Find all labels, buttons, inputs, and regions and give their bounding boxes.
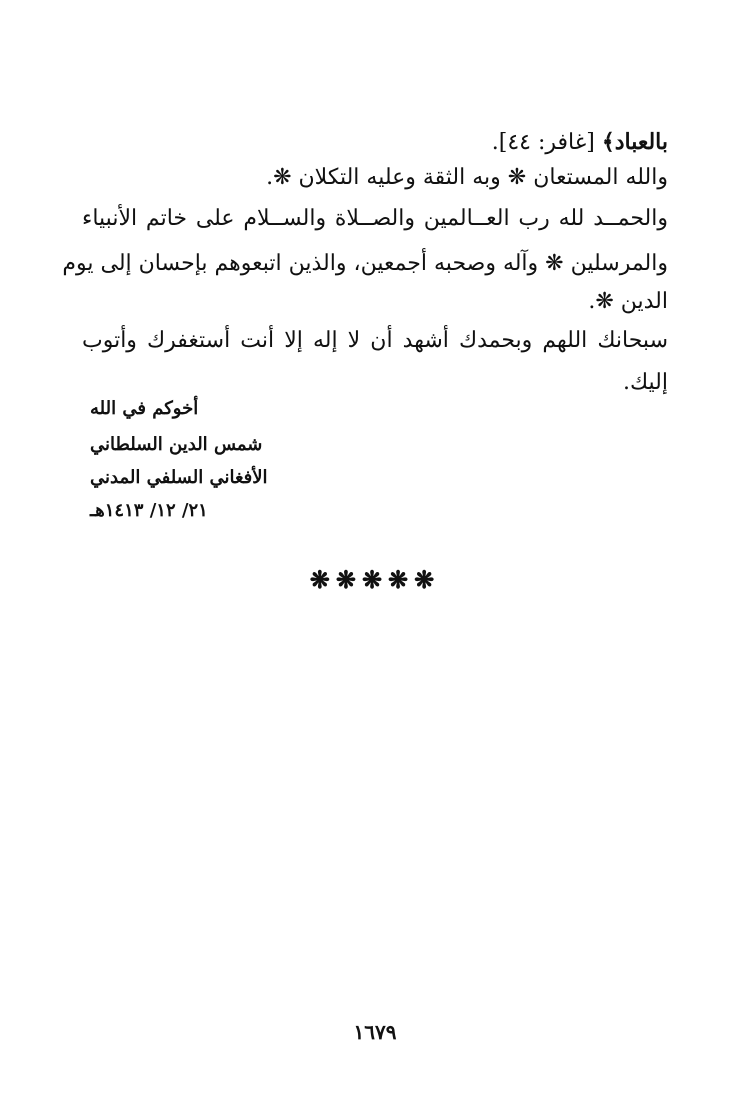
signature-line-3: الأفغاني السلفي المدني: [90, 467, 268, 488]
signature-line-1: أخوكم في الله: [90, 398, 199, 419]
page-number: ١٦٧٩: [353, 1020, 397, 1044]
quran-verse-end: بالعباد﴾: [601, 129, 668, 155]
signature-date: ٢١/ ١٢/ ١٤١٣هـ: [90, 500, 208, 521]
text-line-2: والله المستعان ❋ وبه الثقة وعليه التكلان ❋.: [266, 165, 668, 190]
text-line-7: إليك.: [623, 370, 668, 395]
section-separator: ❋❋❋❋❋: [309, 565, 441, 594]
text-line-5: الدين ❋.: [588, 289, 668, 314]
text-line-1: [492, 127, 668, 158]
verse-reference: [غافر: ٤٤].: [491, 130, 595, 155]
text-line-6: سبحانك اللهم وبحمدك أشهد أن لا إله إلا أنت أستغفرك وأتوب: [82, 328, 668, 353]
text-line-3: والحمــد لله رب العــالمين والصــلاة والســلام على خاتم الأنبياء: [82, 206, 668, 231]
text-line-4: والمرسلين ❋ وآله وصحبه أجمعين، والذين اتبعوهم بإحسان إلى يوم: [62, 251, 668, 276]
signature-name: شمس الدين السلطاني: [90, 434, 263, 455]
